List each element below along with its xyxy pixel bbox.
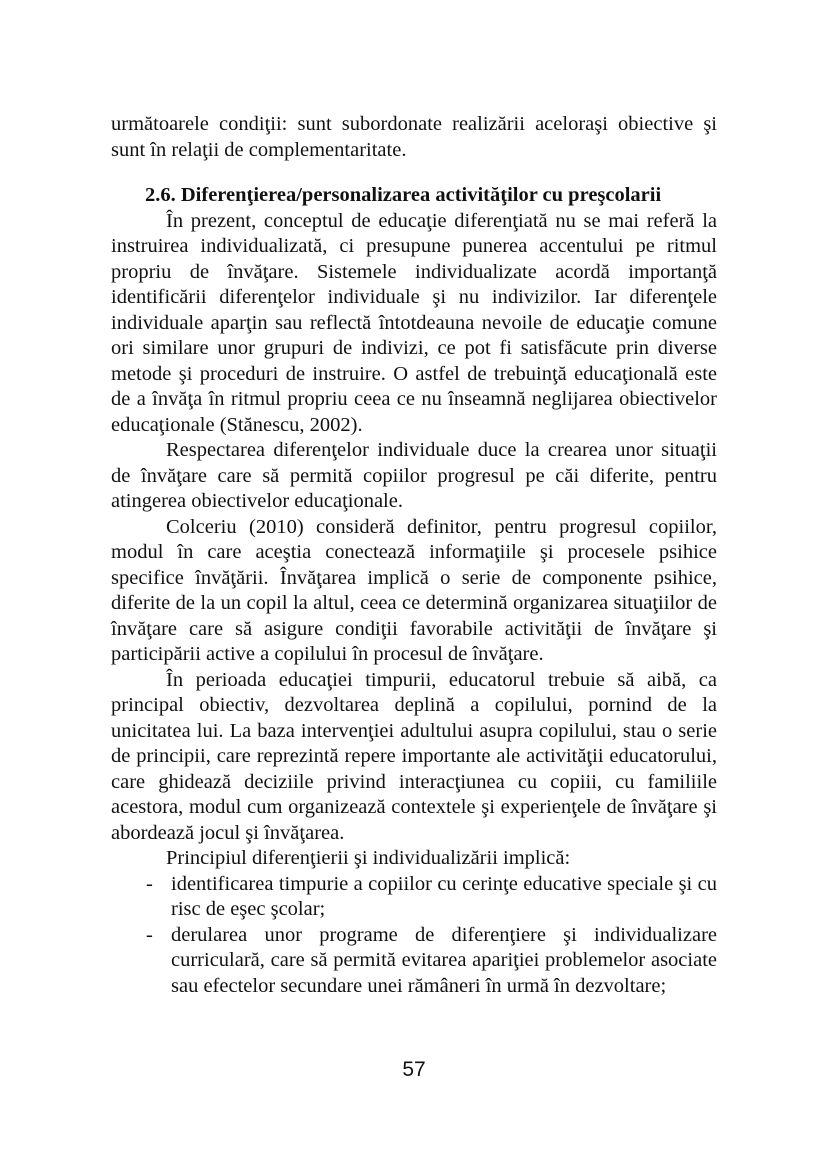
list-dash: -: [146, 923, 153, 946]
page-body: [111, 112, 717, 999]
page-number: 57: [402, 1058, 426, 1081]
paragraph-individual-differences: Respectarea diferenţelor individuale duce la crearea unor situaţii de învăţare care să permită copiilor progresul pe căi diferite, pentru atingerea obiectivelor educaţionale.: [111, 439, 717, 512]
list-item: [111, 872, 717, 923]
list-item: [111, 923, 717, 1000]
list-dash: -: [146, 872, 153, 895]
paragraph-principle-intro: Principiul diferenţierii şi individualizării implică:: [166, 847, 571, 869]
principle-list: [111, 872, 717, 1000]
paragraph-differentiated-education: În prezent, conceptul de educaţie diferenţiată nu se mai referă la instruirea individualizată, ci presupune punerea accentului pe ritmul propriu de învăţare. Sistemele individualizate acordă importanţă identificării diferenţelor individuale şi nu indivizilor. Iar diferenţele individuale aparţin sau reflectă întotdeauna nevoile de educaţie comune ori similare unor grupuri de indivizi, ce pot fi satisfăcute prin diverse metode şi proceduri de instruire. O astfel de trebuinţă educaţională este de a învăţa în ritmul propriu ceea ce nu înseamnă neglijarea obiectivelor educaţionale (Stănescu, 2002).: [111, 209, 717, 436]
list-item-text: derularea unor programe de diferenţiere şi individualizare curriculară, care să permită evitarea apariţiei problemelor asociate sau efectelor secundare unei rămâneri în urmă în dezvoltare;: [171, 923, 717, 997]
section-heading: 2.6. Diferenţierea/personalizarea activităţilor cu preşcolarii: [145, 184, 662, 206]
intro-paragraph: următoarele condiţii: sunt subordonate realizării aceloraşi obiective şi sunt în relaţii de complementaritate.: [111, 113, 717, 161]
paragraph-colceriu: Colceriu (2010) consideră definitor, pentru progresul copiilor, modul în care aceştia conectează informaţiile şi procesele psihice specifice învăţării. Învăţarea implică o serie de componente psihice, diferite de la un copil la altul, ceea ce determină organizarea situaţiilor de învăţare care să asigure condiţii favorabile activităţii de învăţare şi participării active a copilului în procesul de învăţare.: [111, 515, 717, 665]
list-item-text: identificarea timpurie a copiilor cu cerinţe educative speciale şi cu risc de eşec şcolar;: [171, 872, 717, 920]
paragraph-early-education: În perioada educaţiei timpurii, educatorul trebuie să aibă, ca principal obiectiv, dezvoltarea deplină a copilului, pornind de la unicitatea lui. La baza intervenţiei adultului asupra copilului, stau o serie de principii, care reprezintă repere importante ale activităţii educatorului, care ghidează deciziile privind interacţiunea cu copiii, cu familiile acestora, modul cum organizează contextele şi experienţele de învăţare şi abordează jocul şi învăţarea.: [111, 668, 717, 844]
